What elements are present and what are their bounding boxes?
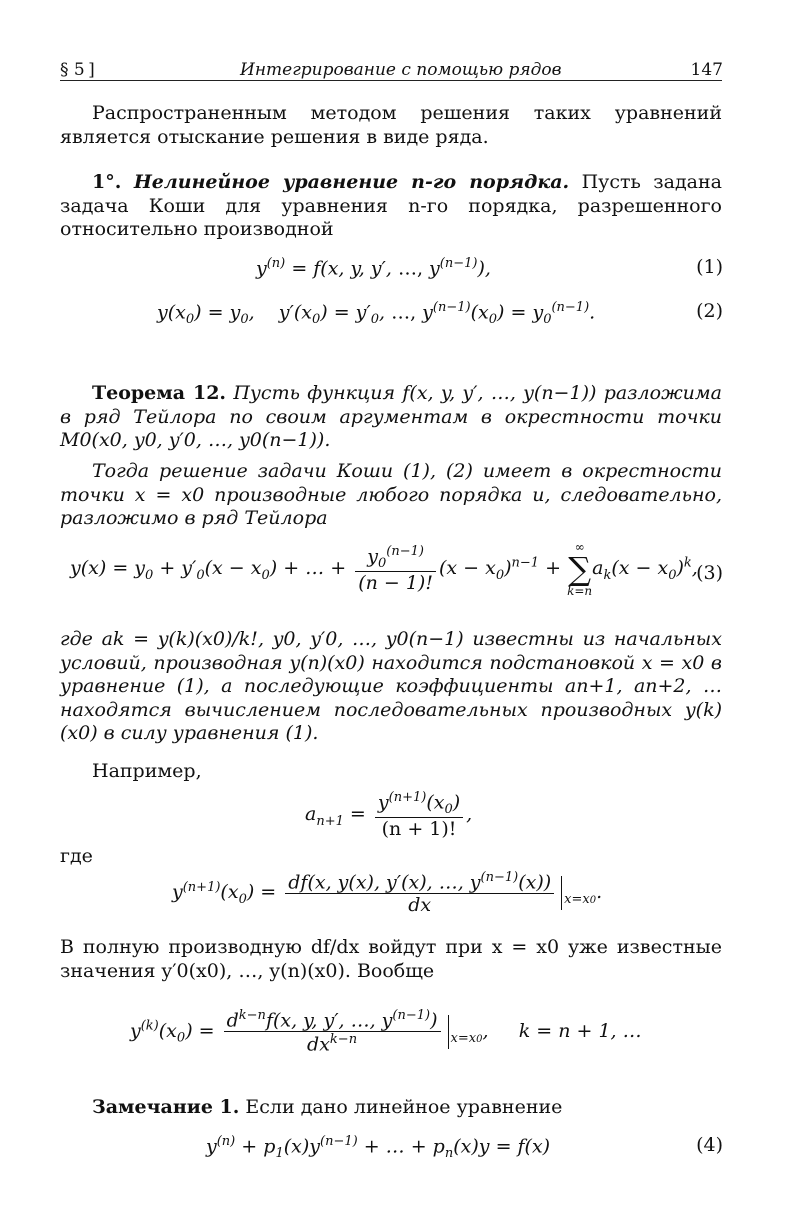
equation-2: $y(x_0) = y_0$, $y'(x_0) = y'_0$, …, $y^{(n-1)}(x_0) = y_0^{(n-1)}$. [157, 300, 596, 328]
remark-label: Замечание 1. [92, 1096, 240, 1118]
equation-2-label: (2) [696, 300, 723, 322]
equation-3: $y(x) = y_0 + y'_0(x - x_0)$ + … + $\frac{y_0^{(n-1)}}{(n - 1)!}$ $(x - x_0)^{n-1}$ + ∞ ∑ k=n $a_k(x - x_0)^k$, [70, 540, 698, 598]
theorem-text-2: Тогда решение задачи Коши (1), (2) имеет в окрестности точки x = x0 производные любого порядка и, следовательно, разложимо в ряд Тейлора [60, 460, 722, 529]
equation-4: $y^{(n)} + p_1(x)y^{(n-1)}$ + … + $p_n(x)y = f(x)$ [206, 1134, 551, 1162]
subsection-title: Нелинейное уравнение n-го порядка. [133, 171, 570, 193]
equation-1-label: (1) [696, 256, 723, 278]
equation-derivative: $y^{(n+1)}(x_0)$ = $\frac{df(x, y(x), y'(x), \dots, y^{(n-1)}(x))}{dx}$ $_{x=x0}$. [172, 870, 603, 917]
page-number: 147 [690, 60, 723, 80]
theorem-label: Теорема 12. [92, 382, 227, 404]
remark [60, 1096, 722, 1120]
theorem-statement [60, 382, 722, 453]
subsection-1 [60, 171, 722, 242]
equation-1: $y^{(n)} = f(x$, y, y′, …, $y^{(n-1)}$), [256, 256, 491, 280]
theorem-text-1: Пусть функция f(x, y, y′, …, y(n−1)) разложима в ряд Тейлора по своим аргументам в окрестности точки M0(x0, y0, y′0, …, y0(n−1)). [60, 382, 722, 451]
running-title: Интегрирование с помощью рядов [240, 60, 562, 80]
equation-3-label: (3) [696, 562, 723, 584]
equation-a-n-plus-1: $a_{n+1}$ = $\frac{y^{(n+1)}(x_0)}{(n + 1)!}$ , [305, 790, 473, 841]
theorem-text-3: где ak = y(k)(x0)/k!, y0, y′0, …, y0(n−1) известны из начальных условий, производная y(n)(x0) находится подстановкой x = x0 в уравнение (1), а последующие коэффициенты an+1, an+2, … находятся вычислением последовательных производных y(k)(x0) в силу уравнения (1). [60, 628, 722, 744]
subsection-number: 1°. [92, 171, 122, 193]
equation-general: $y^{(k)}(x_0)$ = $\frac{d^{k-n}f(x, y, y', \dots, y^{(n-1)})}{dx^{k-n}}$ $_{x=x0}$, k = n + 1, … [130, 1008, 642, 1056]
full-derivative-paragraph: В полную производную df/dx войдут при x = x0 уже известные значения y′0(x0), …, y(n)(x0). Вообще [60, 936, 722, 982]
equation-4-label: (4) [696, 1134, 723, 1156]
where-label: где [60, 845, 93, 867]
example-intro: Например, [92, 760, 202, 782]
section-number: § 5 ] [60, 60, 95, 80]
header-rule [60, 80, 722, 81]
intro-paragraph: Распространенным методом решения таких уравнений является отыскание решения в виде ряда. [60, 102, 722, 148]
subsection-text: Пусть задана задача Коши для уравнения n-го порядка, разрешенного относительно производной [60, 171, 723, 240]
remark-text: Если дано линейное уравнение [245, 1096, 563, 1118]
